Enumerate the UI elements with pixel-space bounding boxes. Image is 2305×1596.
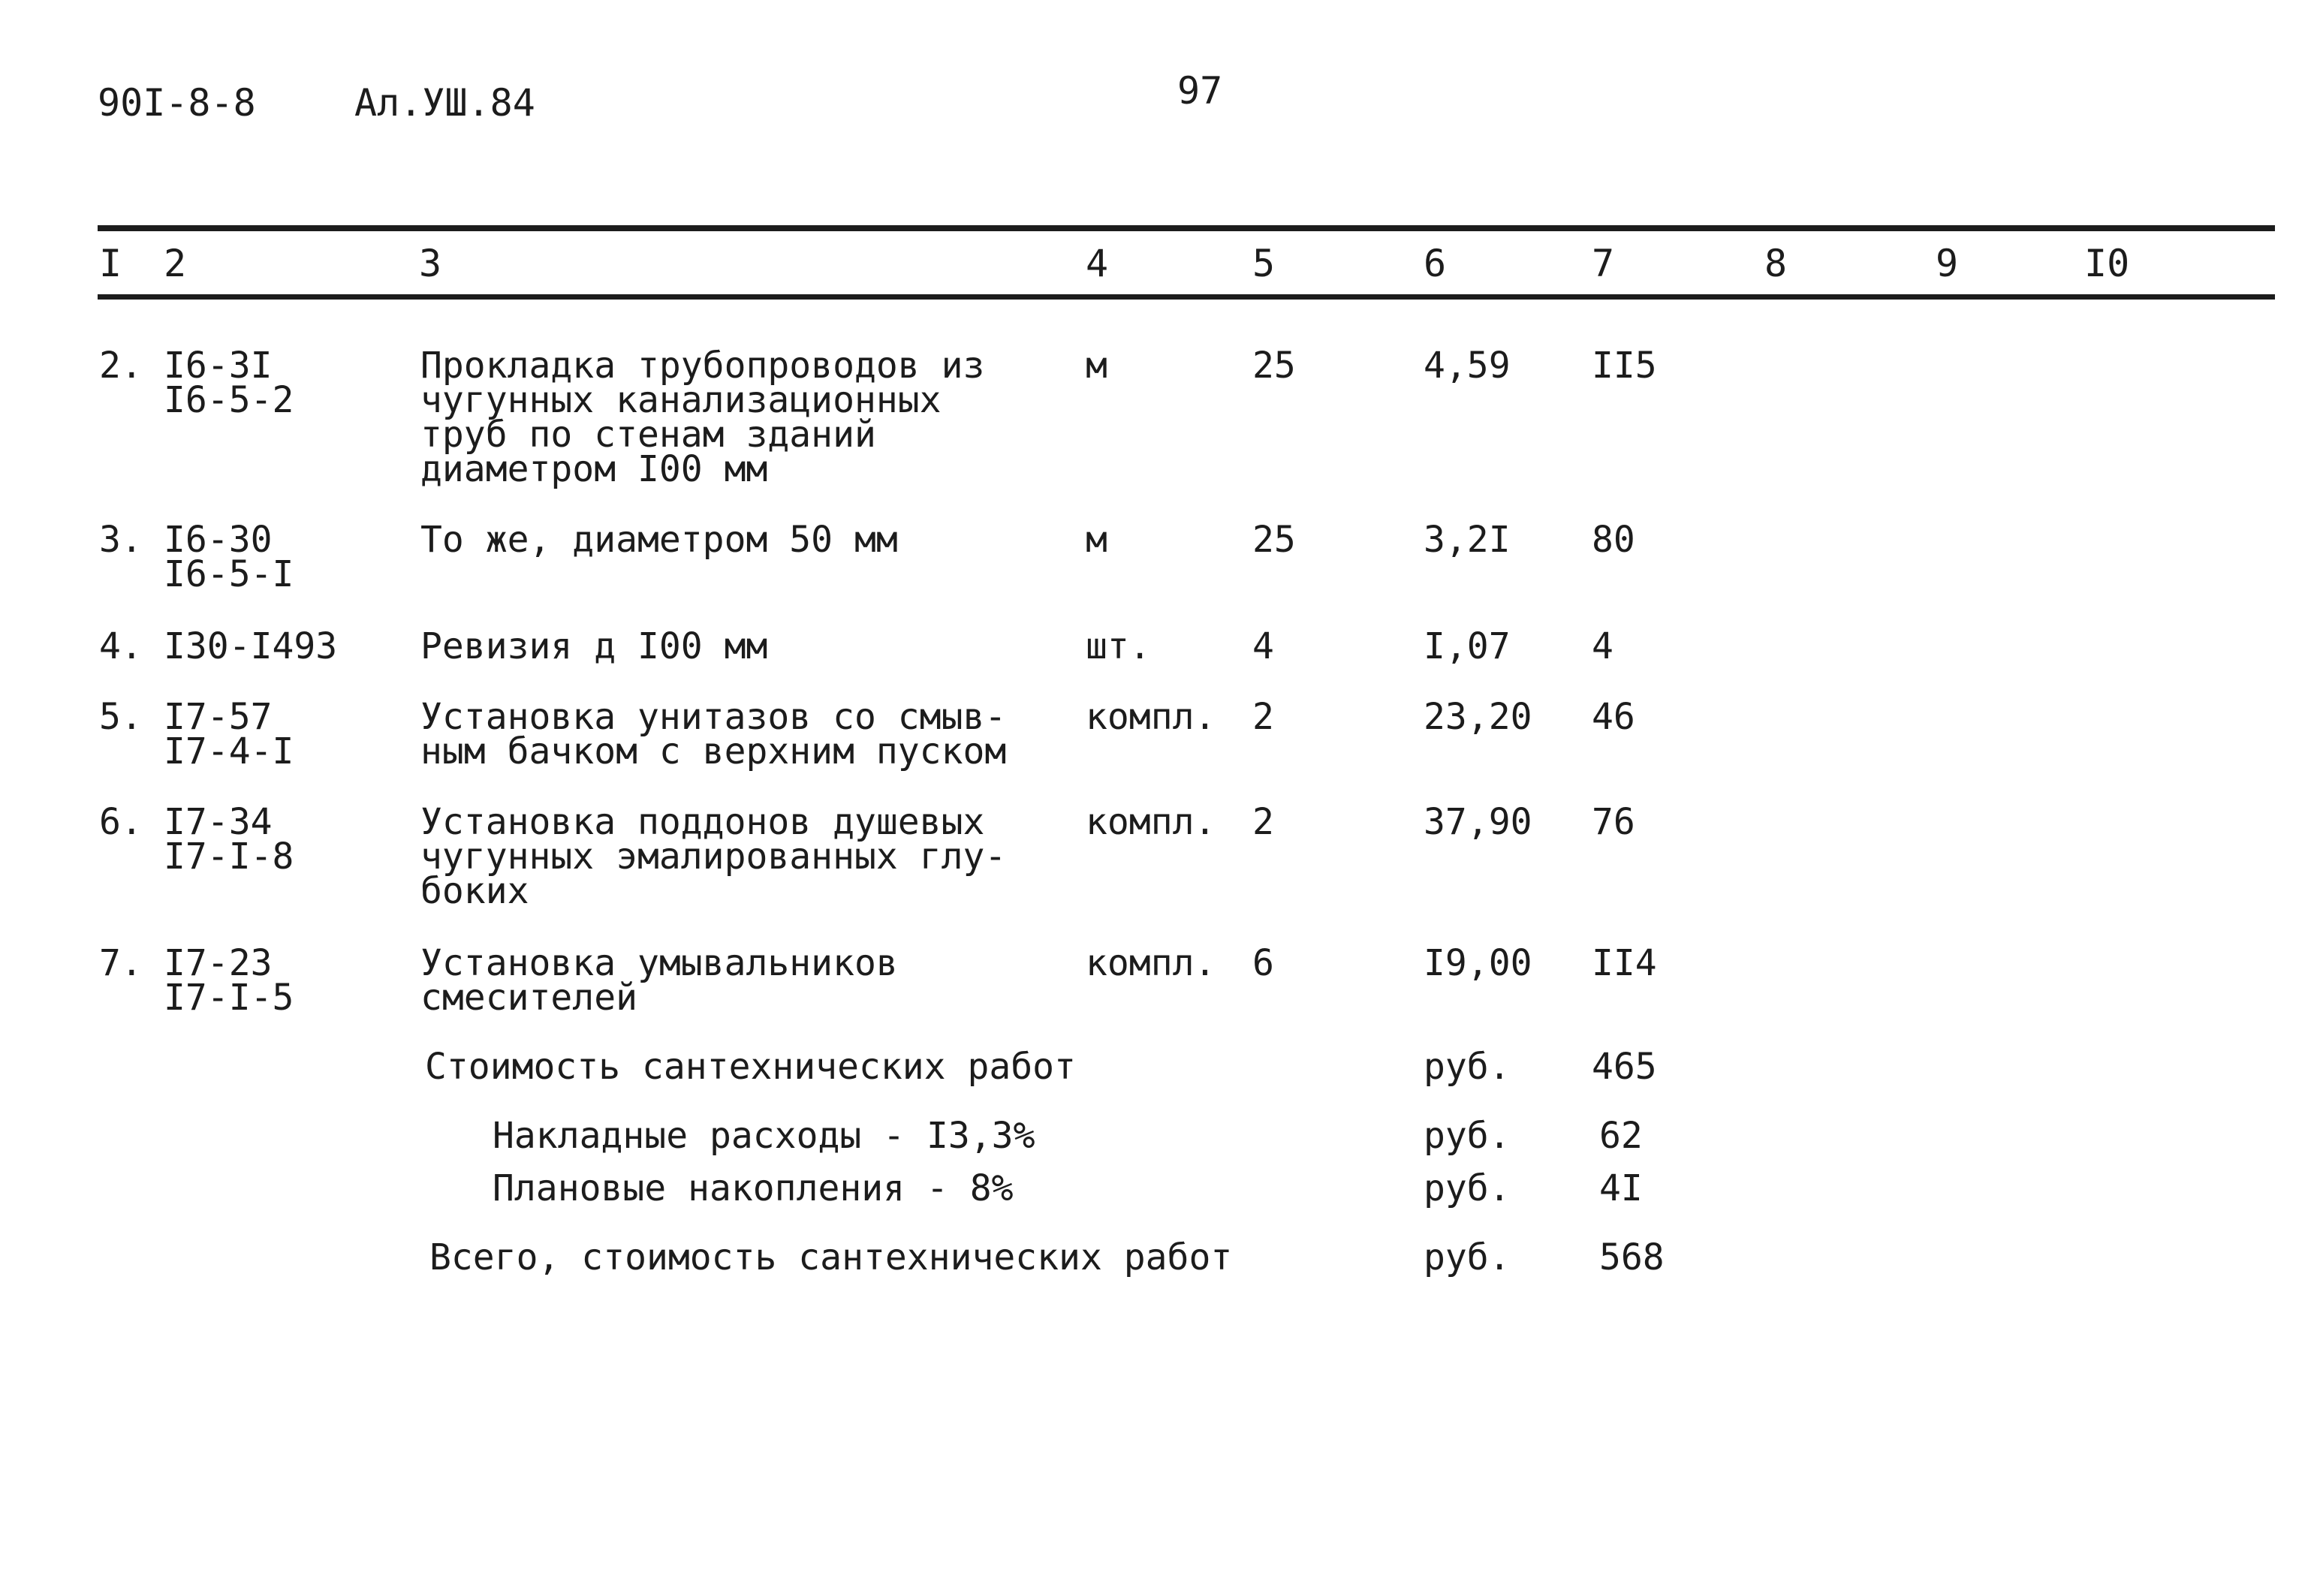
page-number: 97 — [1177, 69, 1223, 113]
col-5-number: 5 — [1252, 242, 1276, 285]
total-cost: 76 — [1592, 801, 1635, 843]
unit-price: I,07 — [1424, 625, 1511, 667]
rate-code: I6-30 — [164, 519, 273, 561]
col-9-number: 9 — [1936, 242, 1959, 285]
col-8-number: 8 — [1764, 242, 1788, 285]
quantity: 2 — [1252, 696, 1274, 738]
cost-label: Стоимость сантехнических работ — [425, 1046, 1076, 1088]
grand-total-value: 568 — [1599, 1236, 1665, 1278]
unit: м — [1086, 519, 1107, 561]
col-3-number: 3 — [419, 242, 442, 285]
rate-code: I6-5-I — [164, 553, 294, 595]
row-number: 2. — [99, 345, 143, 387]
row-number: 7. — [99, 942, 143, 984]
table-header-rule — [98, 294, 2275, 300]
work-description: смесителей — [420, 977, 637, 1019]
work-description: Прокладка трубопроводов из — [420, 345, 985, 387]
rate-code: I30-I493 — [164, 625, 338, 667]
row-number: 3. — [99, 519, 143, 561]
overhead-label: Накладные расходы - I3,3% — [493, 1115, 1035, 1157]
cost-value: 465 — [1592, 1046, 1657, 1088]
unit-price: 23,20 — [1424, 696, 1532, 738]
work-description: То же, диаметром 50 мм — [420, 519, 898, 561]
work-description: Установка поддонов душевых — [420, 801, 985, 843]
unit: м — [1086, 345, 1107, 387]
quantity: 4 — [1252, 625, 1274, 667]
total-cost: 46 — [1592, 696, 1635, 738]
total-cost: 4 — [1592, 625, 1614, 667]
unit: компл. — [1086, 942, 1216, 984]
unit-price: 37,90 — [1424, 801, 1532, 843]
rate-code: I6-5-2 — [164, 379, 294, 421]
total-cost: II4 — [1592, 942, 1657, 984]
savings-value: 4I — [1599, 1167, 1643, 1209]
unit: компл. — [1086, 801, 1216, 843]
rate-code: I7-34 — [164, 801, 273, 843]
quantity: 2 — [1252, 801, 1274, 843]
unit: компл. — [1086, 696, 1216, 738]
rate-code: I7-I-8 — [164, 836, 294, 878]
col-6-number: 6 — [1424, 242, 1447, 285]
savings-unit: руб. — [1424, 1167, 1511, 1209]
grand-total-unit: руб. — [1424, 1236, 1511, 1278]
rate-code: I6-3I — [164, 345, 273, 387]
col-7-number: 7 — [1592, 242, 1615, 285]
work-description: чугунных эмалированных глу- — [420, 836, 1007, 878]
document-code: 90I-8-8 — [98, 81, 256, 125]
work-description: чугунных канализационных — [420, 379, 942, 421]
col-1-number: I — [99, 242, 122, 285]
overhead-unit: руб. — [1424, 1115, 1511, 1157]
overhead-value: 62 — [1599, 1115, 1643, 1157]
row-number: 5. — [99, 696, 143, 738]
row-number: 4. — [99, 625, 143, 667]
unit-price: 3,2I — [1424, 519, 1511, 561]
rate-code: I7-4-I — [164, 730, 294, 772]
grand-total-label: Всего, стоимость сантехнических работ — [429, 1236, 1233, 1278]
work-description: боких — [420, 870, 529, 912]
unit: шт. — [1086, 625, 1151, 667]
rate-code: I7-23 — [164, 942, 273, 984]
table-top-rule — [98, 225, 2275, 231]
quantity: 25 — [1252, 519, 1296, 561]
work-description: труб по стенам зданий — [420, 414, 876, 456]
quantity: 25 — [1252, 345, 1296, 387]
work-description: Ревизия д I00 мм — [420, 625, 768, 667]
rate-code: I7-I-5 — [164, 977, 294, 1019]
total-cost: 80 — [1592, 519, 1635, 561]
unit-price: 4,59 — [1424, 345, 1511, 387]
unit-price: I9,00 — [1424, 942, 1532, 984]
quantity: 6 — [1252, 942, 1274, 984]
work-description: диаметром I00 мм — [420, 448, 768, 490]
album-number: Ал.УШ.84 — [354, 81, 535, 125]
col-10-number: I0 — [2084, 242, 2130, 285]
work-description: Установка умывальников — [420, 942, 898, 984]
cost-unit: руб. — [1424, 1046, 1511, 1088]
rate-code: I7-57 — [164, 696, 273, 738]
work-description: ным бачком с верхним пуском — [420, 730, 1007, 772]
col-4-number: 4 — [1086, 242, 1109, 285]
total-cost: II5 — [1592, 345, 1657, 387]
savings-label: Плановые накопления - 8% — [493, 1167, 1014, 1209]
col-2-number: 2 — [164, 242, 187, 285]
work-description: Установка унитазов со смыв- — [420, 696, 1007, 738]
row-number: 6. — [99, 801, 143, 843]
